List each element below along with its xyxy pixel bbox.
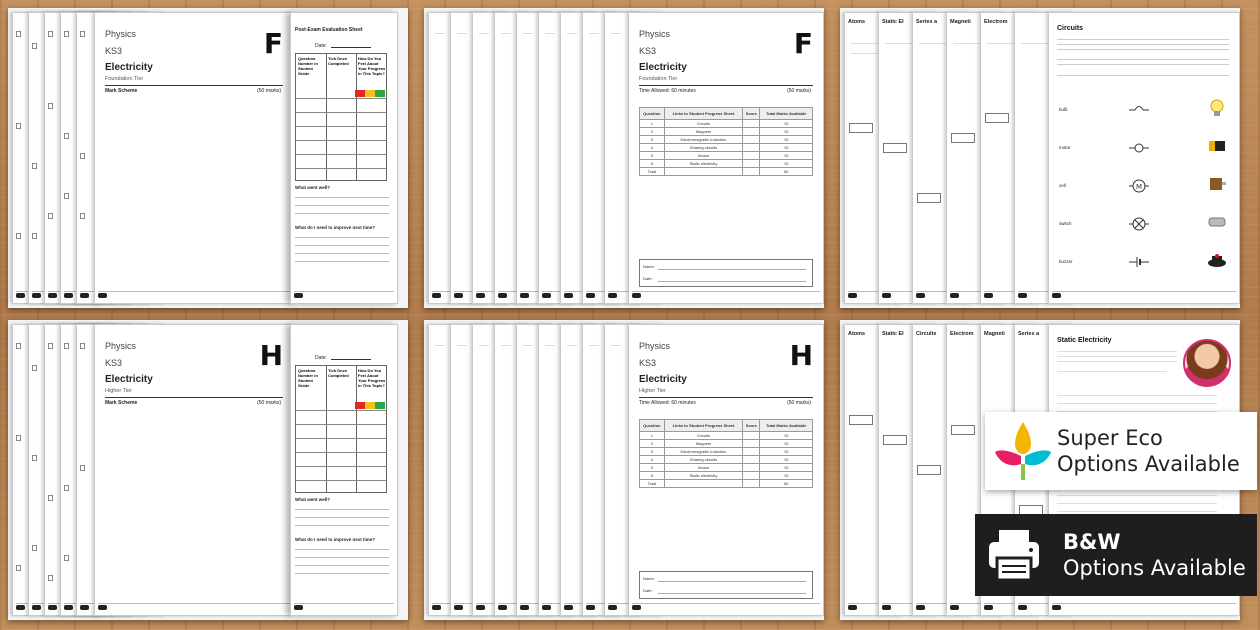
name-date-box [639, 259, 813, 287]
table-cell: 1 [640, 120, 665, 128]
date-label: Date: [643, 276, 653, 281]
table-row [640, 144, 813, 152]
motor-photo-icon [1207, 175, 1227, 193]
table-row [640, 160, 813, 168]
table-row [640, 432, 813, 440]
divider [639, 85, 813, 86]
rag-amber [365, 402, 375, 409]
motor-symbol-icon [1129, 179, 1149, 193]
bulb-symbol-icon [1129, 103, 1149, 117]
time-allowed: Time Allowed: 60 minutes [639, 400, 696, 406]
table-cell: 10 [760, 128, 813, 136]
table-row [640, 480, 813, 488]
component-label: motor [1059, 145, 1071, 150]
table-row [640, 168, 813, 176]
table-cell: 50 [760, 480, 813, 488]
mark-scheme-cover [94, 12, 294, 304]
higher-test-panel [424, 320, 824, 620]
table-cell: Sharing circuits [664, 144, 743, 152]
table-cell: 6 [640, 160, 665, 168]
table-cell: 10 [760, 440, 813, 448]
table-cell: 4 [640, 456, 665, 464]
table-cell: 10 [760, 432, 813, 440]
table-cell: 1 [640, 432, 665, 440]
table-cell: 10 [760, 136, 813, 144]
cell-photo-icon [1207, 213, 1227, 231]
topic: Electricity [105, 62, 153, 73]
table-cell [743, 144, 760, 152]
buzzer-photo-icon [1207, 251, 1227, 269]
key-stage: KS3 [105, 358, 123, 368]
eval-q2: What do I need to improve next time? [295, 225, 376, 230]
table-cell: Total [640, 480, 665, 488]
table-row [640, 472, 813, 480]
table-cell [743, 472, 760, 480]
key-stage: KS3 [639, 358, 657, 368]
table-cell: 10 [760, 160, 813, 168]
test-cover [628, 324, 824, 616]
subject: Physics [105, 341, 137, 351]
bulb-photo-icon [1207, 99, 1227, 117]
table-header: Links to Student Progress Sheet [664, 108, 743, 120]
battery-photo-icon [1207, 137, 1227, 155]
table-cell: 10 [760, 464, 813, 472]
table-cell [743, 440, 760, 448]
table-cell: 10 [760, 152, 813, 160]
key-stage: KS3 [639, 46, 657, 56]
table-cell: Atoms [664, 464, 743, 472]
component-label: switch [1059, 221, 1072, 226]
table-cell: Static electricity [664, 160, 743, 168]
table-cell: 3 [640, 136, 665, 144]
table-cell: 10 [760, 448, 813, 456]
worksheet-title: Atoms [848, 331, 866, 337]
evaluation-sheet [290, 324, 398, 616]
table-cell: Magnets [664, 440, 743, 448]
bw-badge [975, 514, 1257, 596]
table-cell: 5 [640, 152, 665, 160]
tier: Foundation Tier [105, 76, 144, 82]
table-cell: Magnets [664, 128, 743, 136]
subject: Physics [105, 29, 137, 39]
worksheet-title: Atoms [848, 19, 866, 25]
table-header: Score [743, 108, 760, 120]
worksheet-title: Static El [882, 331, 904, 337]
worksheet-title: Electrom [950, 331, 974, 337]
rag-red [355, 90, 365, 97]
eval-q1: What went well? [295, 497, 331, 502]
buzzer-symbol-icon [1129, 141, 1149, 155]
tier-letter: H [789, 339, 813, 372]
total-marks: (50 marks) [257, 88, 281, 94]
eval-date: Date: [315, 355, 327, 361]
eval-grid [295, 365, 387, 493]
name-label: Name: [643, 264, 655, 269]
circuits-title: Circuits [1057, 25, 1084, 32]
table-cell [743, 136, 760, 144]
eval-grid [295, 53, 387, 181]
worksheet-title: Static El [882, 19, 904, 25]
tier-letter: H [259, 339, 283, 372]
eval-date: Date: [315, 43, 327, 49]
eval-q1: What went well? [295, 185, 331, 190]
worksheet-title: Circuits [916, 331, 937, 337]
table-row [640, 136, 813, 144]
table-cell [743, 128, 760, 136]
col-question: Question Number in Student Guide [298, 56, 318, 76]
component-label: buzzer [1059, 259, 1073, 264]
table-cell [743, 160, 760, 168]
rag-amber [365, 90, 375, 97]
tier-letter: F [263, 27, 283, 60]
mark-scheme-cover [94, 324, 294, 616]
key-stage: KS3 [105, 46, 123, 56]
table-row [640, 456, 813, 464]
table-row [640, 440, 813, 448]
table-cell: 10 [760, 144, 813, 152]
component-label: cell [1059, 183, 1066, 188]
foundation-test-panel [424, 8, 824, 308]
table-header: Total Marks Available [760, 420, 813, 432]
doc-type: Mark Scheme [105, 88, 138, 94]
worksheet-title: Electrom [984, 19, 1008, 25]
table-cell [743, 120, 760, 128]
table-header: Links to Student Progress Sheet [664, 420, 743, 432]
time-allowed: Time Allowed: 60 minutes [639, 88, 696, 94]
divider [105, 397, 283, 398]
table-header: Total Marks Available [760, 108, 813, 120]
table-cell: Electromagnetic Induction [664, 448, 743, 456]
rag-green [375, 402, 385, 409]
table-cell: Total [640, 168, 665, 176]
divider [639, 397, 813, 398]
table-cell: Electromagnetic Induction [664, 136, 743, 144]
table-cell [664, 480, 743, 488]
topic: Electricity [639, 374, 687, 385]
col-question: Question Number in Student Guide [298, 368, 318, 388]
rag-red [355, 402, 365, 409]
lamp-symbol-icon [1129, 217, 1149, 231]
col-feel: How Do You Feel About Your Progress in This Topic? [358, 368, 386, 388]
table-cell [743, 480, 760, 488]
rag-green [375, 90, 385, 97]
worksheet-title: Magneti [950, 19, 971, 25]
table-cell: Circuits [664, 120, 743, 128]
eco-line-2: Options Available [1057, 452, 1240, 476]
table-row [640, 448, 813, 456]
foundation-mark-scheme-panel [8, 8, 408, 308]
table-row [640, 152, 813, 160]
character-avatar [1183, 339, 1231, 387]
bw-line-2: Options Available [1063, 556, 1246, 580]
worksheet-title: Magneti [984, 331, 1005, 337]
table-cell [743, 464, 760, 472]
question-table [639, 107, 813, 176]
cell-symbol-icon [1129, 255, 1149, 269]
total-marks: (50 marks) [257, 400, 281, 406]
table-row [640, 120, 813, 128]
name-label: Name: [643, 576, 655, 581]
tier: Foundation Tier [639, 76, 678, 82]
table-header: Question [640, 420, 665, 432]
super-eco-badge [985, 412, 1257, 490]
table-cell: 50 [760, 168, 813, 176]
eval-q2: What do I need to improve next time? [295, 537, 376, 542]
table-cell [743, 152, 760, 160]
tier-letter: F [793, 27, 813, 60]
table-cell: 3 [640, 448, 665, 456]
table-cell: Sharing circuits [664, 456, 743, 464]
date-label: Date: [643, 588, 653, 593]
bw-line-1: B&W [1063, 530, 1121, 554]
table-header: Score [743, 420, 760, 432]
table-cell [743, 168, 760, 176]
col-tick: Tick Once Completed [328, 56, 349, 66]
table-cell: 2 [640, 440, 665, 448]
table-row [640, 128, 813, 136]
tier: Higher Tier [105, 388, 132, 394]
col-feel: How Do You Feel About Your Progress in This Topic? [358, 56, 386, 76]
table-cell [743, 432, 760, 440]
component-label: bulb [1059, 107, 1068, 112]
higher-mark-scheme-panel [8, 320, 408, 620]
worksheet-title: Series a [1018, 331, 1040, 337]
evaluation-sheet [290, 12, 398, 304]
topic: Electricity [639, 62, 687, 73]
subject: Physics [639, 29, 671, 39]
eco-leaf-icon [991, 418, 1055, 484]
eval-title: Post-Exam Evaluation Sheet [295, 27, 363, 33]
tier: Higher Tier [639, 388, 666, 394]
topic: Electricity [105, 374, 153, 385]
table-cell: 4 [640, 144, 665, 152]
name-date-box [639, 571, 813, 599]
doc-type: Mark Scheme [105, 400, 138, 406]
circuits-worksheet [1048, 12, 1240, 304]
table-cell: 5 [640, 464, 665, 472]
table-cell: 10 [760, 120, 813, 128]
total-marks: (50 marks) [787, 88, 811, 94]
question-table [639, 419, 813, 488]
table-header: Question [640, 108, 665, 120]
table-cell [664, 168, 743, 176]
table-cell: 2 [640, 128, 665, 136]
col-tick: Tick Once Completed [328, 368, 349, 378]
static-title: Static Electricity [1057, 337, 1112, 344]
table-cell: Static electricity [664, 472, 743, 480]
table-cell [743, 448, 760, 456]
table-row [640, 464, 813, 472]
eco-line-1: Super Eco [1057, 426, 1163, 450]
worksheet-title: Series a [916, 19, 938, 25]
divider [105, 85, 283, 86]
table-cell: 6 [640, 472, 665, 480]
total-marks: (50 marks) [787, 400, 811, 406]
table-cell: 10 [760, 472, 813, 480]
worksheets-panel-top [840, 8, 1240, 308]
printer-icon [985, 526, 1043, 584]
table-cell: Circuits [664, 432, 743, 440]
table-cell [743, 456, 760, 464]
svg-text:M: M [1136, 183, 1143, 191]
subject: Physics [639, 341, 671, 351]
table-cell: 10 [760, 456, 813, 464]
test-cover [628, 12, 824, 304]
table-cell: Atoms [664, 152, 743, 160]
